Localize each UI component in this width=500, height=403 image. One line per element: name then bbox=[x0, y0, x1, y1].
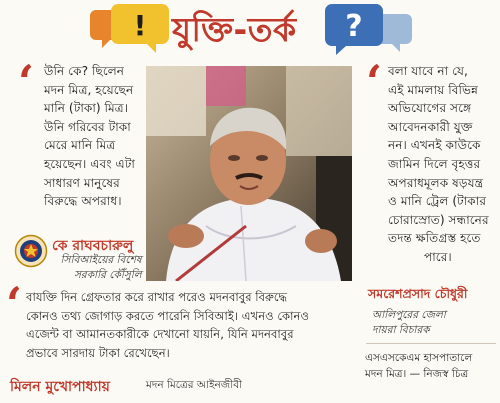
quote-line: নন। এখনই কাউকে bbox=[388, 138, 481, 153]
cbi-seal-icon bbox=[14, 234, 48, 268]
speech-bubbles-right-icon bbox=[322, 2, 414, 58]
quote-line: বাযক্তি দিন গ্রেফতার করে রাখার পরেও মদনবাবুর বিরুদ্ধে bbox=[26, 290, 288, 304]
question-glyph: ? bbox=[345, 9, 363, 44]
quote-line: এজেন্ট বা আমানতকারীকে দেখানো যায়নি, যিনি মদনবাবুর bbox=[26, 327, 294, 341]
designation-line: সরকারি কৌঁসুলি bbox=[74, 269, 142, 281]
quote-line: বলা যাবে না যে, bbox=[388, 64, 468, 78]
designation-line: সিবিআইয়ের বিশেষ bbox=[60, 254, 142, 266]
photo-illustration bbox=[146, 66, 352, 281]
quote-line: হয়েছেন। এবং এটা bbox=[44, 156, 135, 171]
caption-line: মদন মিত্র। — নিজস্ব চিত্র bbox=[365, 367, 469, 380]
right-quote-mark-icon: ‘ bbox=[366, 55, 383, 109]
right-speaker-designation bbox=[372, 308, 446, 338]
page-title: যুক্তি-তর্ক bbox=[172, 10, 297, 49]
quote-line: পারে। bbox=[424, 249, 452, 264]
quote-line: প্রভাবে সারদায় টাকা রেখেছেন। bbox=[26, 345, 170, 360]
left-speaker-name: কে রাঘবচারুলু bbox=[52, 238, 134, 254]
quote-line: ও মানি ট্রেল (টাকার bbox=[388, 194, 487, 209]
right-quote-text bbox=[388, 62, 500, 267]
quote-line: মেরে মানি মিত্র bbox=[44, 138, 116, 153]
left-quote-mark-icon: ‘ bbox=[18, 55, 35, 109]
photo-caption bbox=[365, 351, 497, 382]
exclamation-glyph: ! bbox=[133, 9, 147, 42]
quote-line: কোনও তথ্য জোগাড় করতে পারেনি সিবিআই। এখনও কোনও bbox=[26, 308, 309, 323]
quote-line: আবেদনকারী যুক্ত bbox=[388, 119, 473, 134]
header bbox=[0, 0, 500, 58]
bottom-speaker-name: মিলন মুখোপাধ্যায় bbox=[10, 379, 110, 395]
quote-line: অভিযোগের সঙ্গে bbox=[388, 101, 472, 116]
quote-line: সাধারণ মানুষের bbox=[44, 175, 120, 190]
hospitalised-man-photo bbox=[146, 66, 352, 281]
left-quote-text bbox=[44, 62, 144, 211]
quote-line: বিরুদ্ধে অপরাধ। bbox=[44, 194, 122, 209]
quote-line: উনি কে? ছিলেন bbox=[44, 64, 125, 78]
quote-line: তদন্ত ক্ষতিগ্রস্ত হতে bbox=[388, 231, 481, 246]
quote-line: চোরাস্রোত) সন্ধানের bbox=[388, 212, 489, 227]
caption-divider bbox=[366, 343, 496, 344]
bottom-quote-text bbox=[26, 288, 366, 362]
quote-line: অপরাধমূলক ষড়যন্ত্র bbox=[388, 175, 484, 190]
caption-line: এসএসকেএম হাসপাতালে bbox=[365, 352, 473, 364]
designation-line: দায়রা বিচারক bbox=[372, 324, 430, 336]
quote-line: মদন মিত্র, হয়েছেন bbox=[44, 82, 134, 97]
quote-line: এই মামলায় বিভিন্ন bbox=[388, 82, 479, 97]
right-speaker-name: সমরেশপ্রসাদ চৌধুরী bbox=[368, 286, 468, 301]
bottom-quote-mark-icon: ‘ bbox=[6, 277, 23, 331]
left-speaker-designation bbox=[58, 253, 142, 283]
bottom-speaker-designation: মদন মিত্রের আইনজীবী bbox=[146, 379, 243, 391]
designation-line: আলিপুরের জেলা bbox=[372, 309, 446, 321]
quote-line: জামিন দিলে বৃহত্তর bbox=[388, 156, 481, 171]
quote-line: মানি (টাকা) মিত্র। bbox=[44, 101, 129, 116]
speech-bubbles-left-icon bbox=[88, 2, 173, 58]
quote-line: উনি গরিবের টাকা bbox=[44, 119, 131, 134]
